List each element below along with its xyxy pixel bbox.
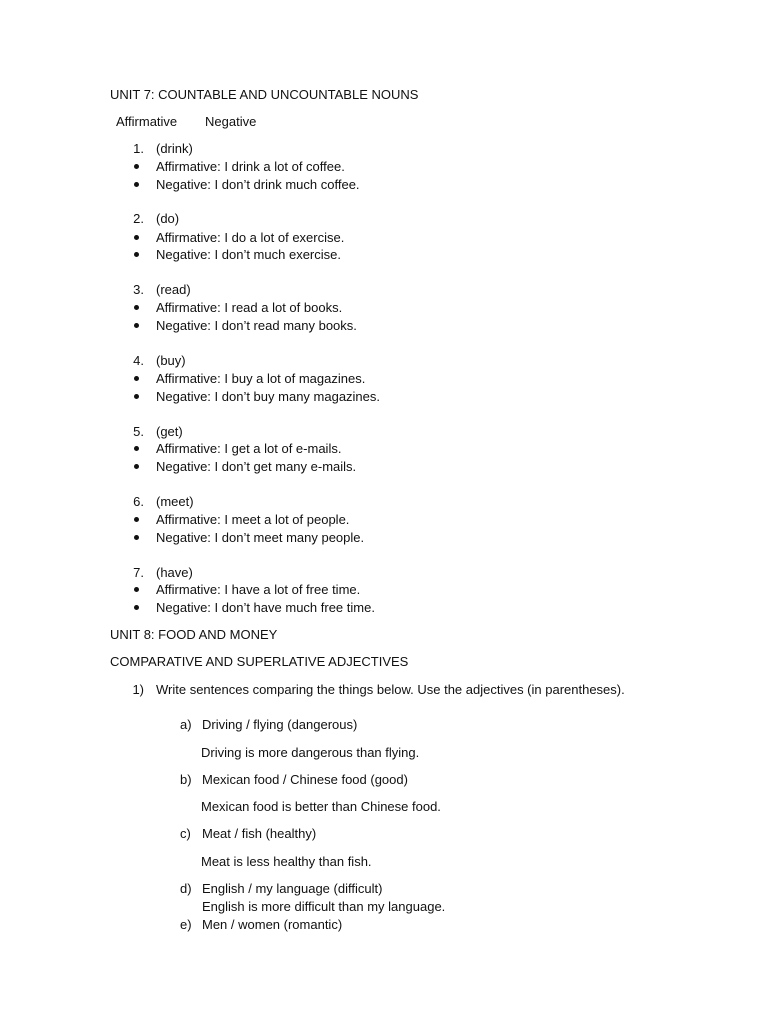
item-verb: (buy)	[156, 353, 186, 368]
bullet-icon	[134, 587, 139, 592]
item-verb: (meet)	[156, 494, 194, 509]
item-prompt: Mexican food / Chinese food (good)	[202, 772, 408, 787]
negative-sentence: Negative: I don’t drink much coffee.	[156, 177, 360, 192]
unit8-title: UNIT 8: FOOD AND MONEY	[110, 627, 278, 642]
bullet-icon	[134, 305, 139, 310]
item-answer: Meat is less healthy than fish.	[201, 854, 372, 869]
item-answer: English is more difficult than my language.	[202, 899, 446, 914]
item-answer: Mexican food is better than Chinese food.	[201, 799, 441, 814]
bullet-icon	[134, 535, 139, 540]
column-header-affirmative: Affirmative	[116, 114, 178, 129]
negative-sentence: Negative: I don’t have much free time.	[156, 600, 375, 615]
bullet-icon	[134, 517, 139, 522]
negative-sentence: Negative: I don’t much exercise.	[156, 247, 341, 262]
item-verb: (read)	[156, 282, 191, 297]
affirmative-sentence: Affirmative: I meet a lot of people.	[156, 512, 350, 527]
item-answer: Driving is more dangerous than flying.	[201, 745, 420, 760]
bullet-icon	[134, 376, 139, 381]
item-letter: e)	[180, 917, 192, 932]
exercise-number: 1)	[132, 682, 144, 697]
item-verb: (do)	[156, 211, 180, 226]
item-number: 1.	[133, 141, 144, 156]
item-prompt: Men / women (romantic)	[202, 917, 343, 932]
affirmative-sentence: Affirmative: I get a lot of e-mails.	[156, 441, 342, 456]
item-number: 7.	[133, 565, 144, 580]
bullet-icon	[134, 164, 139, 169]
affirmative-sentence: Affirmative: I have a lot of free time.	[156, 582, 361, 597]
bullet-icon	[134, 446, 139, 451]
column-header-negative: Negative	[205, 114, 257, 129]
item-prompt: English / my language (difficult)	[202, 881, 383, 896]
negative-sentence: Negative: I don’t get many e-mails.	[156, 459, 357, 474]
item-number: 6.	[133, 494, 144, 509]
item-letter: c)	[180, 826, 191, 841]
item-letter: b)	[180, 772, 192, 787]
bullet-icon	[134, 235, 139, 240]
item-number: 2.	[133, 211, 144, 226]
affirmative-sentence: Affirmative: I do a lot of exercise.	[156, 230, 345, 245]
item-verb: (get)	[156, 424, 183, 439]
unit8-subtitle: COMPARATIVE AND SUPERLATIVE ADJECTIVES	[110, 654, 409, 669]
exercise-instructions: Write sentences comparing the things below. Use the adjectives (in parentheses).	[156, 682, 625, 697]
bullet-icon	[134, 464, 139, 469]
bullet-icon	[134, 323, 139, 328]
item-prompt: Meat / fish (healthy)	[202, 826, 317, 841]
item-prompt: Driving / flying (dangerous)	[202, 717, 358, 732]
bullet-icon	[134, 252, 139, 257]
affirmative-sentence: Affirmative: I read a lot of books.	[156, 300, 343, 315]
item-letter: d)	[180, 881, 192, 896]
bullet-icon	[134, 605, 139, 610]
negative-sentence: Negative: I don’t buy many magazines.	[156, 389, 381, 404]
item-number: 3.	[133, 282, 144, 297]
affirmative-sentence: Affirmative: I drink a lot of coffee.	[156, 159, 345, 174]
item-verb: (drink)	[156, 141, 193, 156]
item-verb: (have)	[156, 565, 193, 580]
item-number: 5.	[133, 424, 144, 439]
bullet-icon	[134, 182, 139, 187]
unit7-title: UNIT 7: COUNTABLE AND UNCOUNTABLE NOUNS	[110, 87, 419, 102]
item-letter: a)	[180, 717, 192, 732]
affirmative-sentence: Affirmative: I buy a lot of magazines.	[156, 371, 366, 386]
bullet-icon	[134, 394, 139, 399]
negative-sentence: Negative: I don’t read many books.	[156, 318, 357, 333]
item-number: 4.	[133, 353, 144, 368]
negative-sentence: Negative: I don’t meet many people.	[156, 530, 365, 545]
